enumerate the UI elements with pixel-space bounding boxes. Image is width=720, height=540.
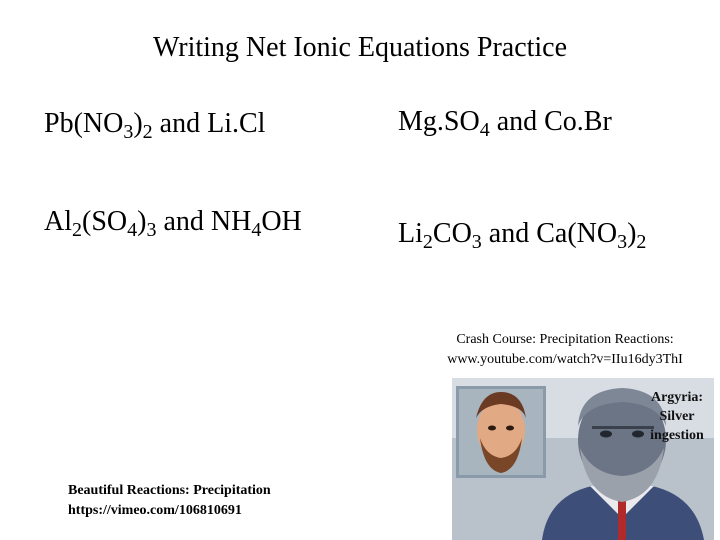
eq3-tail-end: OH <box>261 206 302 237</box>
beautiful-reactions-label: Beautiful Reactions: Precipitation <box>68 483 271 498</box>
eq1-part-a: Pb(NO <box>44 108 124 139</box>
eq4-sub3: 3 <box>617 231 628 253</box>
eq1-sub1: 3 <box>123 121 134 143</box>
argyria-caption-line2: Silver <box>659 409 695 424</box>
eq4-part-a: Li <box>398 218 423 249</box>
eq3-part-c: ) <box>137 206 147 237</box>
equation-al2so43-nh4oh <box>44 206 302 241</box>
crash-course-label: Crash Course: Precipitation Reactions: <box>456 332 674 347</box>
eq1-sub2: 2 <box>142 121 153 143</box>
argyria-caption-line1: Argyria: <box>650 390 704 405</box>
eq3-sub2: 4 <box>127 219 138 241</box>
eq4-sub1: 2 <box>422 231 433 253</box>
crash-course-url[interactable]: www.youtube.com/watch?v=IIu16dy3ThI <box>447 352 683 367</box>
eq4-sub4: 2 <box>636 231 647 253</box>
eq3-tail: and NH <box>156 206 252 237</box>
argyria-caption-line3: ingestion <box>650 428 704 443</box>
equation-pb-licl <box>44 108 266 143</box>
equation-mgso4-cobr <box>398 106 612 141</box>
eq2-sub1: 4 <box>479 119 490 141</box>
beautiful-reactions-link[interactable] <box>68 481 271 521</box>
eq4-sub2: 3 <box>471 231 482 253</box>
equation-li2co3-cano32 <box>398 218 647 253</box>
eq3-part-a: Al <box>44 206 72 237</box>
slide-title: Writing Net Ionic Equations Practice <box>152 32 568 63</box>
eq4-part-b: CO <box>432 218 472 249</box>
beautiful-reactions-url[interactable]: https://vimeo.com/106810691 <box>68 503 242 518</box>
eq4-tail-end: ) <box>627 218 637 249</box>
eq3-part-b: (SO <box>82 206 128 237</box>
eq3-sub4: 4 <box>251 219 262 241</box>
eq2-part-a: Mg.SO <box>398 106 480 137</box>
eq1-tail: and Li.Cl <box>152 108 266 139</box>
argyria-caption <box>632 388 720 445</box>
crash-course-link[interactable] <box>420 330 710 370</box>
eq2-tail: and Co.Br <box>489 106 612 137</box>
eq1-part-a-rest: ) <box>133 108 143 139</box>
eq3-sub3: 3 <box>146 219 157 241</box>
eq3-sub1: 2 <box>72 219 82 241</box>
eq4-tail: and Ca(NO <box>481 218 618 249</box>
